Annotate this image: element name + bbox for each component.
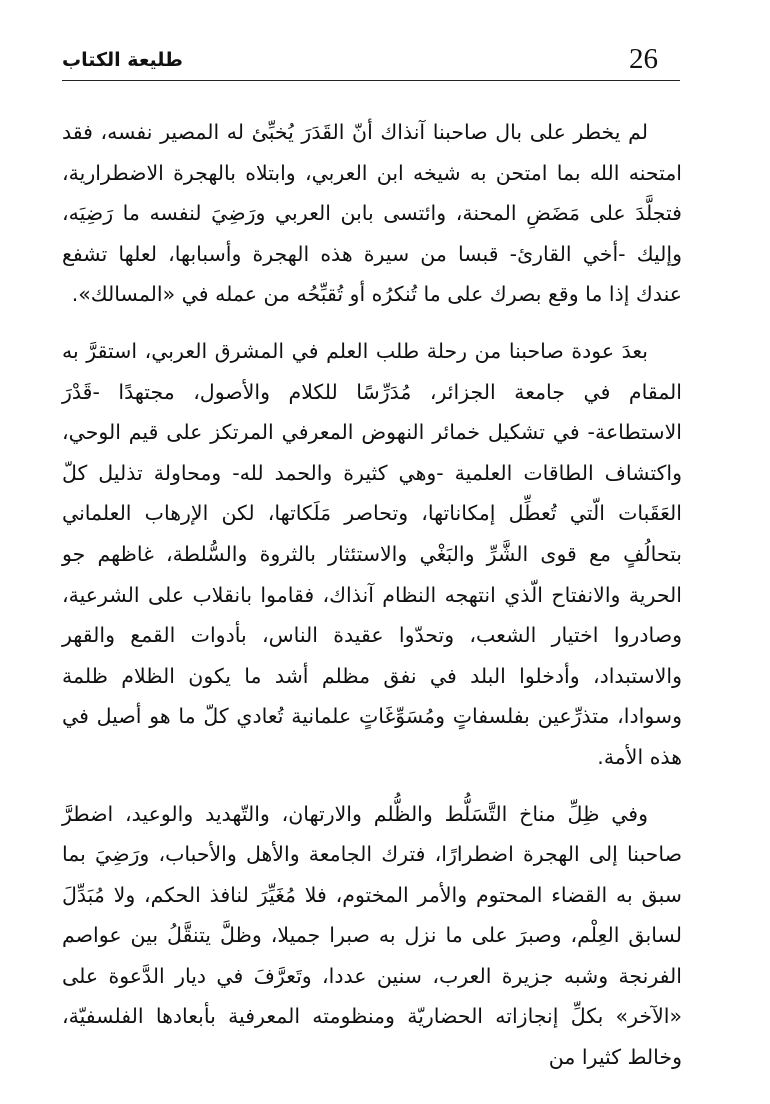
body-text <box>62 112 682 1094</box>
header-rule <box>62 80 680 81</box>
page-number: 26 <box>629 43 658 75</box>
paragraph-3: وفي ظِلِّ مناخ التَّسَلُّط والظُّلم والارتهان، والتّهديد والوعيد، اضطرَّ صاحبنا إلى الهجرة اضطرارًا، فترك الجامعة والأهل والأحباب، ورَضِيَ بما سبق به القضاء المحتوم والأمر المختوم، فلا مُغَيِّرَ لنافذ الحكم، ولا مُبَدِّلَ لسابق العِلْم، وصبرَ على ما نزل به صبرا جميلا، وظلَّ يتنقَّلُ بين عواصم الفرنجة وشبه جزيرة العرب، سنين عددا، وتَعرَّفَ في ديار الدَّعوة على «الآخر» بكلِّ إنجازاته الحضاريّة ومنظومته المعرفية بأبعادها الفلسفيّة، وخالط كثيرا من <box>62 801 682 1070</box>
paragraph-2: بعدَ عودة صاحبنا من رحلة طلب العلم في المشرق العربي، استقرَّ به المقام في جامعة الجزائر، مُدَرِّسًا للكلام والأصول، مجتهدًا -قَدْرَ الاستطاعة- في تشكيل خمائر النهوض المعرفي المرتكز على قيم الوحي، واكتشاف الطاقات العلمية -وهي كثيرة والحمد لله- ومحاولة تذليل كلّ العَقَبات الّتي تُعطِّل إمكاناتها، وتحاصر مَلَكاتها، لكن الإرهاب العلماني بتحالُفٍ مع قوى الشَّرِّ والبَغْي والاستئثار بالثروة والسُّلطة، غاظهم جو الحرية والانفتاح الّذي انتهجه النظام آنذاك، فقاموا بانقلاب على الشرعية، وصادروا اختيار الشعب، وتحدّوا عقيدة الناس، بأدوات القمع والقهر والاستبداد، وأدخلوا البلد في نفق مظلم أشد ما يكون الظلام ظلمة وسوادا، متذرِّعين بفلسفاتٍ ومُسَوِّغَاتٍ علمانية تُعادي كلّ ما هو أصيل في هذه الأمة. <box>62 338 682 769</box>
page-header <box>62 40 680 80</box>
running-title: طليعة الكتاب <box>62 49 183 71</box>
paragraph-1: لم يخطر على بال صاحبنا آنذاك أنّ القَدَرَ يُخبِّئ له المصير نفسه، فقد امتحنه الله بما امتحن به شيخه ابن العربي، وابتلاه بالهجرة الاضطرارية، فتجلَّدَ على مَضَضِ المحنة، وائتسى بابن العربي ورَضِيَ لنفسه ما رَضِيَه، وإليك -أخي القارئ- قبسا من سيرة هذه الهجرة وأسبابها، لعلها تشفع عندك إذا ما وقع بصرك على ما تُنكرُه أو تُقبِّحُه من عمله في «المسالك». <box>62 120 682 307</box>
